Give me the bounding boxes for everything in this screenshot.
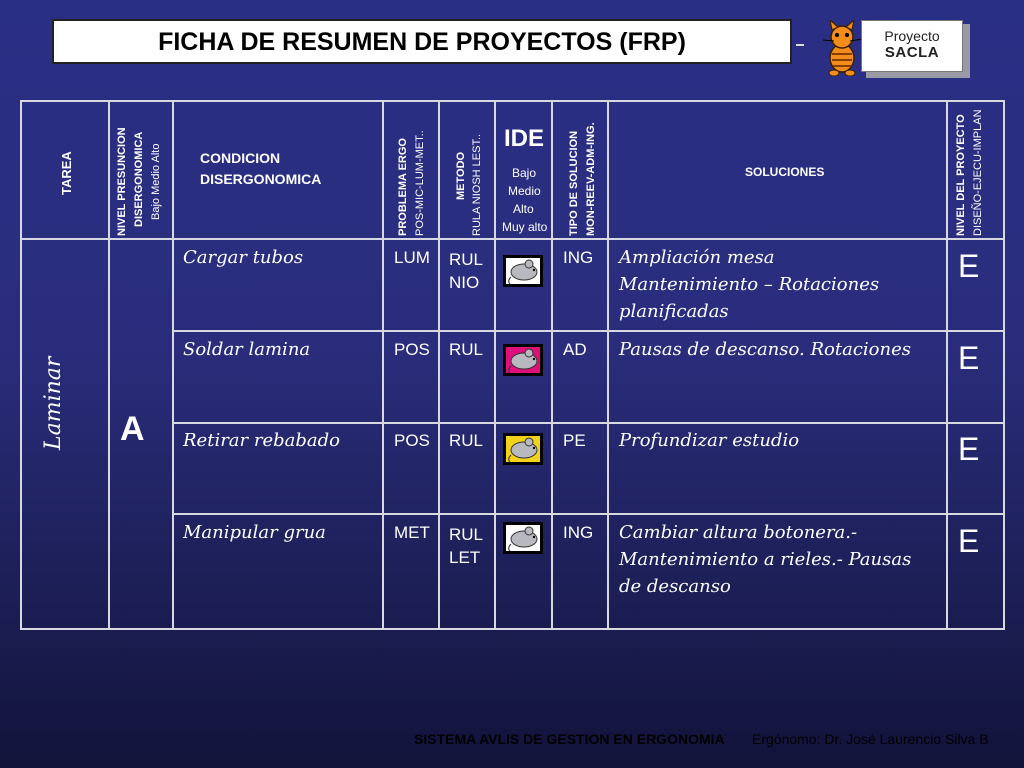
row-4-metodo: RUL LET [449,525,484,567]
row-1-problema: LUM [394,248,430,267]
header-problema-line2: POS-MIC-LUM-MET.. [414,130,426,236]
logo-line-2: SACLA [884,44,940,61]
row-3-problema: POS [394,431,430,450]
row-2-nivel: E [958,340,980,376]
header-nivel-line1: NIVEL PRESUNCION [116,127,128,236]
header-condicion-line1: CONDICION [200,150,281,166]
footer-system: SISTEMA AVLIS DE GESTION EN ERGONOMIA [414,731,725,747]
header-condicion-line2: DISERGONOMICA [200,171,322,187]
header-metodo-line1: METODO [455,151,467,200]
row-2-ide-mouse-icon [503,344,543,376]
row-3-tipo: PE [563,431,586,450]
header-nivel-proyecto-line1: NIVEL DEL PROYECTO [955,114,967,236]
header-ide: IDE [504,125,545,152]
footer-author: Ergónomo: Dr. José Laurencio Silva B [752,731,989,747]
row-2-solucion: Pausas de descanso. Rotaciones [619,339,911,360]
row-2-tipo: AD [563,340,587,359]
row-3-nivel: E [958,431,980,467]
group-tarea-laminar: Laminar [41,356,66,450]
row-4-nivel: E [958,523,980,559]
row-4-ide-mouse-icon [503,522,543,554]
row-2-problema: POS [394,340,430,359]
row-1-tipo: ING [563,248,594,267]
row-3-solucion: Profundizar estudio [619,430,800,451]
header-nivel-line2: DISERGONOMICA [133,131,145,227]
header-ide-level-1: Bajo [512,166,537,180]
project-logo [861,20,963,72]
header-ide-level-4: Muy alto [502,220,548,234]
header-tarea: TAREA [59,151,74,195]
header-tipo-line2: MON-REEV-ADM-ING. [585,122,597,236]
header-metodo-line2: RULA NIOSH LEST.. [471,133,483,236]
title-divider [796,44,804,46]
page-title: FICHA DE RESUMEN DE PROYECTOS (FRP) [52,19,792,64]
row-1-ide-mouse-icon [503,255,543,287]
logo-line-1: Proyecto [884,28,940,44]
header-ide-level-3: Alto [513,202,534,216]
header-nivel-proyecto-line2: DISEÑO-EJECU-IMPLAN [972,109,984,236]
cat-mascot-icon [818,20,866,76]
header-soluciones: SOLUCIONES [745,165,825,179]
group-nivel-a: A [120,410,145,448]
row-1-nivel: E [958,248,980,284]
row-1-metodo: RUL NIO [449,250,484,292]
header-problema-line1: PROBLEMA ERGO [397,138,409,236]
header-ide-level-2: Medio [508,184,541,198]
row-4-solucion: Cambiar altura botonera.- Mantenimiento a rieles.- Pausas de descanso [619,522,912,597]
row-3-metodo: RUL [449,431,484,450]
row-2-metodo: RUL [449,340,484,359]
row-1-condicion: Cargar tubos [183,247,304,268]
row-4-condicion: Manipular grua [183,522,326,543]
row-4-tipo: ING [563,523,594,542]
row-3-ide-mouse-icon [503,433,543,465]
header-tipo-line1: TIPO DE SOLUCION [568,130,580,236]
row-1-solucion: Ampliación mesa Mantenimiento – Rotaciones planificadas [619,247,880,322]
row-2-condicion: Soldar lamina [183,339,311,360]
row-4-problema: MET [394,523,430,542]
header-nivel-line3: Bajo Medio Alto [150,143,162,220]
row-3-condicion: Retirar rebabado [183,430,340,451]
